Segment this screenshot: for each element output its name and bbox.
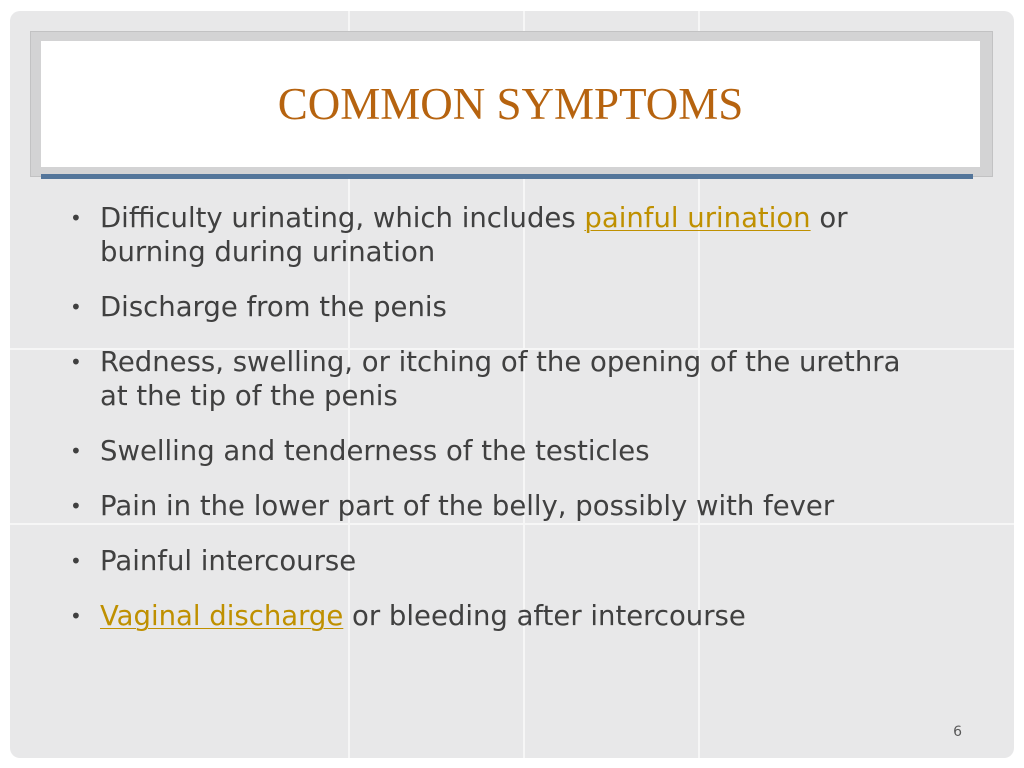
bullet-marker: • [70, 295, 82, 319]
bullet-item [70, 599, 930, 633]
bullet-marker: • [70, 494, 82, 518]
bullet-marker: • [70, 549, 82, 573]
bullet-marker: • [70, 350, 82, 374]
title-box [41, 41, 980, 167]
bullet-item [70, 544, 930, 578]
slide-title: COMMON SYMPTOMS [277, 78, 744, 129]
bullet-list [70, 201, 930, 654]
bullet-item [70, 201, 930, 269]
bullet-item [70, 489, 930, 523]
bullet-text: Swelling and tenderness of the testicles [100, 435, 650, 467]
bullet-text: Discharge from the penis [100, 291, 447, 323]
bullet-marker: • [70, 604, 82, 628]
page-number: 6 [953, 724, 962, 740]
bullet-text: Painful intercourse [100, 545, 357, 577]
painful-urination-link[interactable]: painful urination [584, 202, 811, 234]
bullet-text: Redness, swelling, or itching of the opening of the urethra at the tip of the penis [100, 346, 901, 412]
bullet-text: Pain in the lower part of the belly, possibly with fever [100, 490, 835, 522]
bullet-marker: • [70, 206, 82, 230]
bullet-item [70, 434, 930, 468]
title-underline-rule [41, 174, 973, 179]
bullet-marker: • [70, 439, 82, 463]
slide [10, 11, 1014, 758]
bullet-item [70, 345, 930, 413]
bullet-text: or bleeding after intercourse [343, 600, 746, 632]
vaginal-discharge-link[interactable]: Vaginal discharge [100, 600, 344, 632]
bullet-text: or burning during urination [100, 202, 848, 268]
bullet-item [70, 290, 930, 324]
bullet-text: Difficulty urinating, which includes [100, 202, 585, 234]
